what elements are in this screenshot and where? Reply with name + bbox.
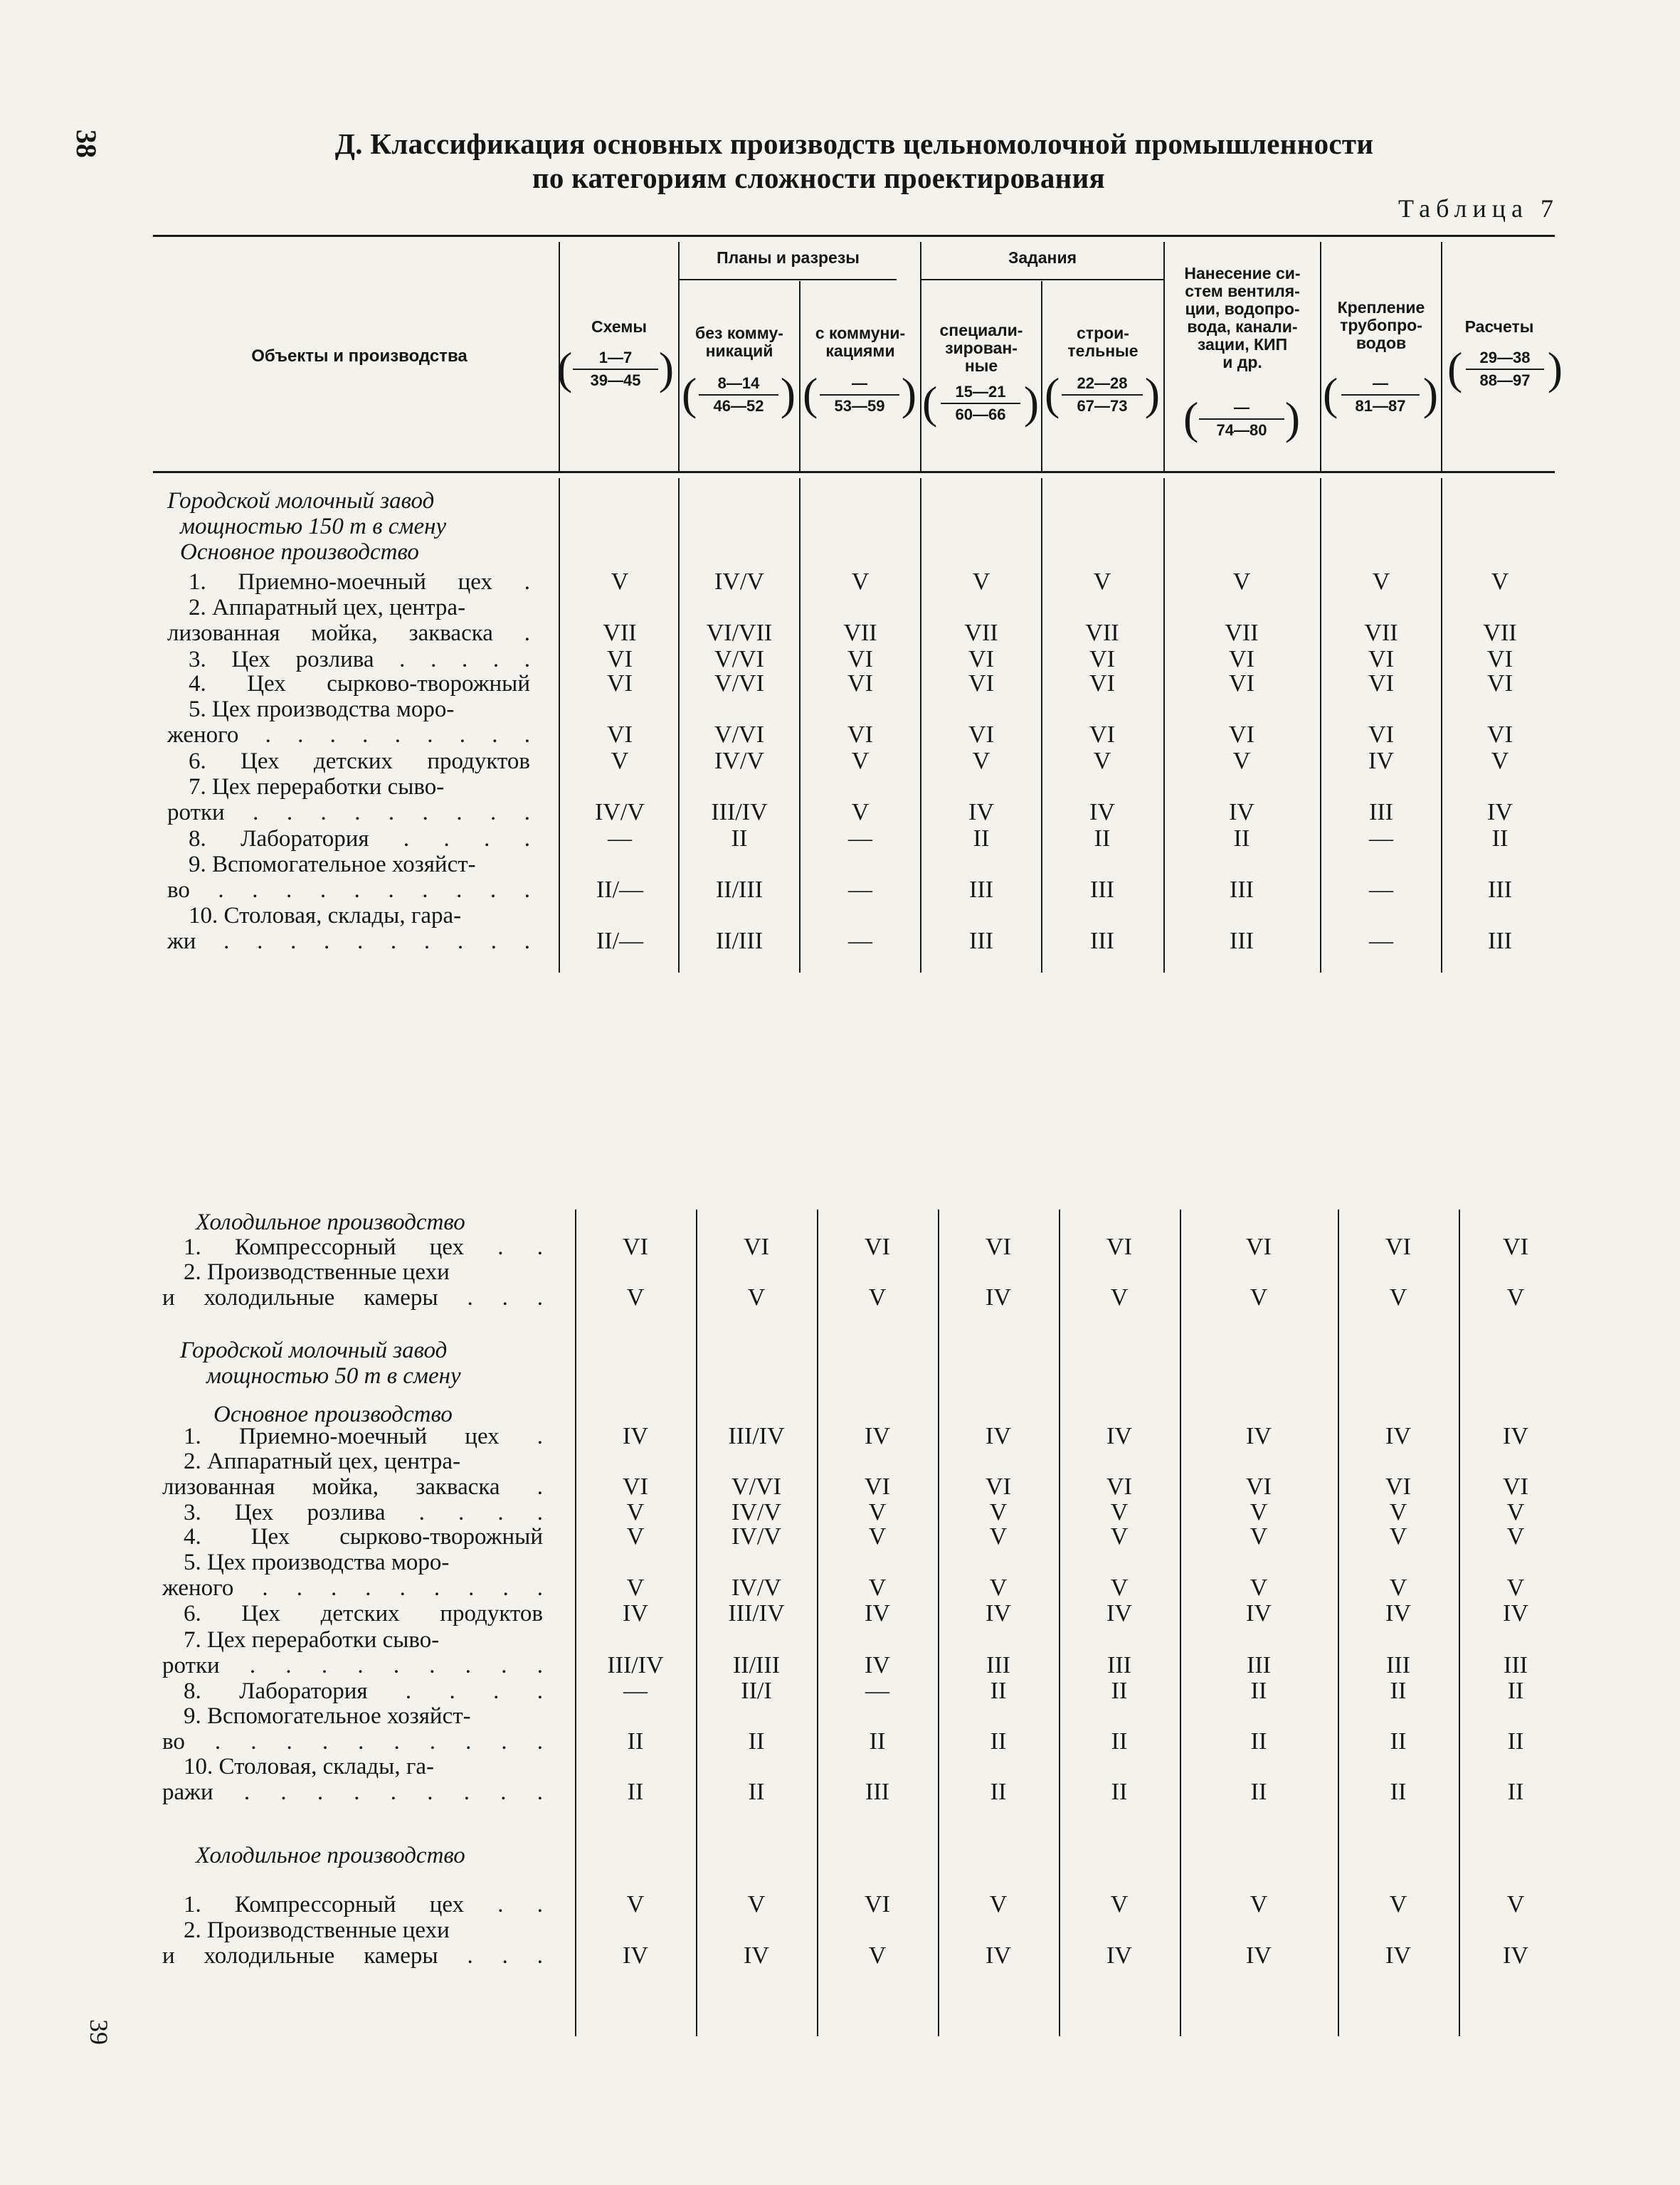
- table-cell: III: [865, 1779, 889, 1805]
- row-label: ражи . . . . . . . . .: [162, 1779, 543, 1805]
- table-cell: VI: [847, 646, 873, 672]
- table-cell: V: [868, 1523, 887, 1550]
- table-cell: VI: [1503, 1234, 1528, 1260]
- table-cell: V/VI: [714, 646, 764, 672]
- page-number-bottom: 39: [85, 2019, 113, 2045]
- table-cell: IV: [1106, 1600, 1132, 1626]
- table-cell: V: [747, 1891, 766, 1917]
- header-calcs: Расчеты: [1464, 317, 1534, 336]
- table-cell: VI: [607, 646, 633, 672]
- table-cell: III: [1504, 1652, 1528, 1678]
- row-label: 7. Цех переработки сыво-: [189, 774, 445, 800]
- body-col-divider: [575, 1210, 576, 2036]
- table-cell: IV: [865, 1652, 890, 1678]
- table-cell: VI: [1385, 1474, 1411, 1500]
- table-cell: III: [1488, 928, 1512, 954]
- table-cell: IV: [623, 1600, 648, 1626]
- table-cell: II: [973, 825, 990, 852]
- table-cell: IV: [1487, 799, 1513, 825]
- row-label: женого . . . . . . . . .: [162, 1575, 543, 1601]
- table-cell: II: [1111, 1728, 1128, 1755]
- table-cell: IV: [1368, 748, 1394, 774]
- table-cell: —: [865, 1678, 889, 1704]
- table-cell: II: [627, 1728, 644, 1755]
- table-cell: VII: [843, 620, 877, 646]
- row-label: 4. Цех сырково-творожный: [189, 671, 530, 697]
- table-cell: III: [1090, 928, 1114, 954]
- section1-subheading: мощностью 150 т в смену: [180, 514, 447, 539]
- table-cell: V: [626, 1575, 645, 1601]
- table-cell: II: [990, 1779, 1007, 1805]
- table-cell: V: [989, 1523, 1008, 1550]
- table-cell: II: [1507, 1678, 1524, 1704]
- table-cell: VI: [1385, 1234, 1411, 1260]
- table-cell: V: [1250, 1284, 1268, 1311]
- table-cell: IV/V: [714, 748, 764, 774]
- table-cell: V: [1250, 1891, 1268, 1917]
- header-plans-group: Планы и разрезы: [717, 248, 860, 267]
- row-label: 8. Лаборатория . . . .: [189, 826, 530, 852]
- table-cell: IV: [1385, 1942, 1411, 1969]
- fraction-systems: ( ) — 74—80: [1183, 393, 1300, 443]
- table-number: Таблица 7: [1398, 194, 1559, 223]
- row-label: 1. Приемно-моечный цех .: [189, 569, 530, 595]
- table-cell: VI: [1229, 670, 1254, 697]
- table-cell: VI: [1089, 646, 1115, 672]
- page-number-top: 38: [70, 129, 102, 158]
- row-label: 1. Компрессорный цех . .: [184, 1892, 543, 1917]
- row-label: 2. Производственные цехи: [184, 1917, 450, 1943]
- table-cell: IV: [986, 1942, 1011, 1969]
- row-label: 10. Столовая, склады, гара-: [189, 903, 462, 929]
- header-plans-without: без комму- никаций: [695, 324, 783, 360]
- table-cell: VI: [1368, 721, 1394, 748]
- table-cell: IV: [1385, 1600, 1411, 1626]
- table-cell: —: [848, 825, 872, 852]
- table-cell: II: [990, 1728, 1007, 1755]
- body-col-divider: [1441, 478, 1442, 973]
- row-label: жи . . . . . . . . . .: [167, 929, 530, 954]
- table-cell: IV: [865, 1423, 890, 1449]
- table-cell: VI: [623, 1234, 648, 1260]
- table-cell: VI: [607, 670, 633, 697]
- table-cell: IV: [986, 1284, 1011, 1311]
- table-cell: V: [851, 799, 870, 825]
- table-cell: V: [989, 1575, 1008, 1601]
- table-cell: IV: [1089, 799, 1115, 825]
- table-cell: V: [1506, 1523, 1525, 1550]
- table-cell: V: [1110, 1891, 1129, 1917]
- fraction-tasks-build: ( ) 22—28 67—73: [1045, 369, 1160, 419]
- table-cell: II/—: [596, 928, 644, 954]
- fraction-tasks-special: ( ) 15—21 60—66: [922, 377, 1039, 428]
- table-cell: V: [1491, 568, 1509, 595]
- row-label: 9. Вспомогательное хозяйст-: [184, 1703, 471, 1729]
- section4-heading: Холодильное производство: [196, 1843, 465, 1868]
- row-label: 1. Приемно-моечный цех .: [184, 1424, 543, 1449]
- table-cell: III: [1230, 877, 1254, 903]
- table-cell: III: [1107, 1652, 1131, 1678]
- table-cell: VI: [865, 1234, 890, 1260]
- table-cell: —: [1369, 877, 1393, 903]
- table-cell: V: [626, 1499, 645, 1525]
- table-cell: —: [848, 877, 872, 903]
- table-cell: II: [1111, 1779, 1128, 1805]
- header-pipes: Крепление трубопро- водов: [1337, 298, 1425, 352]
- table-cell: V: [611, 568, 629, 595]
- table-cell: V: [1093, 748, 1111, 774]
- table-cell: V: [1389, 1891, 1407, 1917]
- table-cell: V: [868, 1575, 887, 1601]
- table-cell: VI: [1246, 1234, 1272, 1260]
- table-cell: V: [747, 1284, 766, 1311]
- table-cell: VI: [1503, 1474, 1528, 1500]
- table-cell: VI: [623, 1474, 648, 1500]
- table-cell: II: [1111, 1678, 1128, 1704]
- table-cell: V: [1372, 568, 1390, 595]
- section3-subheading: мощностью 50 т в смену: [206, 1363, 461, 1389]
- table-cell: III: [986, 1652, 1010, 1678]
- table-cell: VI: [1089, 670, 1115, 697]
- table-cell: VII: [1364, 620, 1398, 646]
- row-label: 2. Производственные цехи: [184, 1259, 450, 1285]
- header-systems: Нанесение си- стем вентиля- ции, водопро- вода, канали- зации, КИП и др.: [1184, 264, 1301, 371]
- table-cell: III: [969, 877, 993, 903]
- table-cell: II: [1390, 1728, 1407, 1755]
- table-cell: VI: [1106, 1234, 1132, 1260]
- table-cell: V/VI: [731, 1474, 781, 1500]
- header-bottom-rule: [153, 471, 1555, 473]
- fraction-schemes: ( ) 1—7 39—45: [557, 343, 674, 393]
- table-cell: III: [969, 928, 993, 954]
- fraction-plans-with: ( ) — 53—59: [803, 369, 916, 419]
- table-cell: II: [1250, 1779, 1267, 1805]
- table-cell: VI: [1229, 721, 1254, 748]
- page-title: Д. Классификация основных производств цельномолочной промышленности: [334, 127, 1374, 160]
- table-cell: II: [1390, 1779, 1407, 1805]
- body-col-divider: [817, 1210, 818, 2036]
- table-cell: —: [608, 825, 632, 852]
- row-label: ротки . . . . . . . . .: [167, 800, 530, 825]
- table-cell: V: [1232, 568, 1251, 595]
- table-cell: V: [1250, 1575, 1268, 1601]
- row-label: 6. Цех детских продуктов: [189, 748, 530, 774]
- row-label: 9. Вспомогательное хозяйст-: [189, 852, 476, 877]
- row-label: 2. Аппаратный цех, центра-: [189, 595, 466, 620]
- table-cell: IV: [1246, 1942, 1272, 1969]
- table-cell: IV: [623, 1942, 648, 1969]
- table-cell: IV/V: [731, 1499, 781, 1525]
- table-cell: —: [1369, 928, 1393, 954]
- section1-category: Основное производство: [180, 539, 419, 565]
- table-cell: III: [1230, 928, 1254, 954]
- row-label: во . . . . . . . . . .: [167, 877, 530, 903]
- row-label: 5. Цех производства моро-: [184, 1550, 450, 1575]
- table-cell: II: [1507, 1779, 1524, 1805]
- table-cell: V: [1491, 748, 1509, 774]
- section1-heading: Городской молочный завод: [167, 488, 435, 514]
- body-col-divider: [1338, 1210, 1339, 2036]
- row-label: 5. Цех производства моро-: [189, 697, 455, 722]
- section2-heading: Холодильное производство: [196, 1210, 465, 1235]
- header-plans-with: с коммуни- кациями: [815, 324, 906, 360]
- row-label: ротки . . . . . . . . .: [162, 1653, 543, 1678]
- table-cell: VI: [1487, 646, 1513, 672]
- fraction-calcs: ( ) 29—38 88—97: [1447, 343, 1563, 393]
- row-label: 10. Столовая, склады, га-: [184, 1754, 434, 1779]
- table-cell: VII: [603, 620, 637, 646]
- table-cell: V: [989, 1891, 1008, 1917]
- table-cell: V: [1250, 1523, 1268, 1550]
- table-cell: IV: [1246, 1423, 1272, 1449]
- table-cell: V: [626, 1284, 645, 1311]
- table-cell: V: [1506, 1284, 1525, 1311]
- table-cell: —: [848, 928, 872, 954]
- table-cell: II: [1250, 1678, 1267, 1704]
- table-cell: VI: [1368, 670, 1394, 697]
- body-col-divider: [1320, 478, 1321, 973]
- table-cell: V: [1110, 1499, 1129, 1525]
- row-label: 1. Компрессорный цех . .: [184, 1234, 543, 1260]
- table-cell: VI: [986, 1474, 1011, 1500]
- table-cell: III/IV: [711, 799, 768, 825]
- table-cell: IV: [1106, 1942, 1132, 1969]
- table-cell: IV: [623, 1423, 648, 1449]
- table-cell: V: [1389, 1575, 1407, 1601]
- row-label: женого . . . . . . . . .: [167, 722, 530, 748]
- table-cell: II: [627, 1779, 644, 1805]
- table-cell: V: [1110, 1284, 1129, 1311]
- body-col-divider: [678, 478, 680, 973]
- table-cell: VI: [968, 670, 994, 697]
- table-cell: VI: [1229, 646, 1254, 672]
- table-cell: VI: [986, 1234, 1011, 1260]
- table-cell: VI: [1368, 646, 1394, 672]
- table-cell: V: [868, 1284, 887, 1311]
- table-cell: V: [1389, 1499, 1407, 1525]
- body-col-divider: [1180, 1210, 1181, 2036]
- table-cell: III/IV: [728, 1600, 785, 1626]
- body-col-divider: [1059, 1210, 1060, 2036]
- table-cell: V: [868, 1942, 887, 1969]
- table-cell: II/III: [732, 1652, 781, 1678]
- body-col-divider: [696, 1210, 697, 2036]
- table-cell: II: [1390, 1678, 1407, 1704]
- table-cell: III: [1369, 799, 1393, 825]
- table-cell: III: [1247, 1652, 1271, 1678]
- table-cell: II: [1250, 1728, 1267, 1755]
- table-cell: VI: [607, 721, 633, 748]
- row-label: и холодильные камеры . . .: [162, 1285, 543, 1311]
- table-cell: V: [1389, 1284, 1407, 1311]
- table-cell: III: [1386, 1652, 1410, 1678]
- row-label: 3. Цех розлива . . . .: [184, 1500, 543, 1525]
- table-cell: IV: [986, 1423, 1011, 1449]
- header-col-divider: [1441, 242, 1442, 471]
- table-cell: V: [1506, 1499, 1525, 1525]
- table-cell: VI: [1487, 721, 1513, 748]
- table-cell: IV/V: [731, 1523, 781, 1550]
- table-cell: V: [1506, 1891, 1525, 1917]
- tasks-group-rule: [921, 279, 1163, 280]
- table-cell: IV/V: [714, 568, 764, 595]
- row-label: 8. Лаборатория . . . .: [184, 1678, 543, 1704]
- table-cell: VI: [847, 721, 873, 748]
- table-cell: IV: [1503, 1600, 1528, 1626]
- table-cell: III: [1090, 877, 1114, 903]
- table-cell: IV: [986, 1600, 1011, 1626]
- table-cell: II/—: [596, 877, 644, 903]
- row-label: 6. Цех детских продуктов: [184, 1601, 543, 1626]
- table-cell: V: [972, 568, 990, 595]
- plans-group-rule: [680, 279, 897, 280]
- row-label: лизованная мойка, закваска .: [162, 1474, 543, 1500]
- table-cell: II: [748, 1779, 765, 1805]
- table-cell: II: [869, 1728, 886, 1755]
- table-cell: VII: [1225, 620, 1259, 646]
- table-cell: V/VI: [714, 670, 764, 697]
- page-subtitle: по категориям сложности проектирования: [532, 162, 1106, 194]
- body-col-divider: [1041, 478, 1042, 973]
- table-cell: II: [990, 1678, 1007, 1704]
- table-cell: IV: [1246, 1600, 1272, 1626]
- table-cell: II: [1507, 1728, 1524, 1755]
- table-cell: II/I: [741, 1678, 772, 1704]
- section3-category: Основное производство: [213, 1402, 453, 1427]
- table-cell: —: [1369, 825, 1393, 852]
- table-cell: V: [1506, 1575, 1525, 1601]
- table-cell: IV: [1106, 1423, 1132, 1449]
- table-cell: IV: [865, 1600, 890, 1626]
- table-cell: II: [731, 825, 748, 852]
- row-label: лизованная мойка, закваска .: [167, 620, 530, 646]
- table-cell: VI: [865, 1891, 890, 1917]
- table-cell: V: [989, 1499, 1008, 1525]
- table-cell: IV: [1385, 1423, 1411, 1449]
- body-col-divider: [559, 478, 560, 973]
- header-schemes: Схемы: [591, 317, 647, 336]
- section3-heading: Городской молочный завод: [180, 1338, 448, 1363]
- table-cell: IV: [1503, 1423, 1528, 1449]
- table-cell: VI/VII: [706, 620, 773, 646]
- header-tasks-build: строи- тельные: [1067, 324, 1139, 360]
- table-cell: II: [1491, 825, 1509, 852]
- table-cell: VI: [744, 1234, 769, 1260]
- table-cell: —: [623, 1678, 648, 1704]
- table-cell: VI: [1089, 721, 1115, 748]
- table-cell: II/III: [715, 877, 764, 903]
- body-col-divider: [1163, 478, 1165, 973]
- fraction-plans-without: ( ) 8—14 46—52: [682, 369, 796, 419]
- fraction-pipes: ( ) — 81—87: [1323, 369, 1438, 419]
- header-tasks-special: специали- зирован- ные: [939, 321, 1023, 375]
- table-cell: VI: [968, 646, 994, 672]
- table-cell: V: [611, 748, 629, 774]
- table-top-rule: [153, 235, 1555, 237]
- body-col-divider: [799, 478, 801, 973]
- table-cell: V: [868, 1499, 887, 1525]
- table-cell: II: [1233, 825, 1250, 852]
- table-cell: IV: [1503, 1942, 1528, 1969]
- header-tasks-group: Задания: [1008, 248, 1077, 267]
- table-cell: IV/V: [731, 1575, 781, 1601]
- table-cell: V: [626, 1523, 645, 1550]
- table-cell: II: [1094, 825, 1111, 852]
- table-cell: V: [972, 748, 990, 774]
- table-cell: III/IV: [728, 1423, 785, 1449]
- body-col-divider: [938, 1210, 939, 2036]
- table-cell: III: [1488, 877, 1512, 903]
- table-cell: IV: [744, 1942, 769, 1969]
- row-label: во . . . . . . . . . .: [162, 1729, 543, 1755]
- row-label: 4. Цех сырково-творожный: [184, 1524, 543, 1550]
- table-cell: VI: [1246, 1474, 1272, 1500]
- table-cell: V: [1110, 1575, 1129, 1601]
- row-label: 2. Аппаратный цех, центра-: [184, 1449, 461, 1474]
- table-cell: IV: [1229, 799, 1254, 825]
- table-cell: V: [1110, 1523, 1129, 1550]
- table-cell: VII: [1483, 620, 1517, 646]
- header-col-divider: [1320, 242, 1321, 471]
- body-col-divider: [920, 478, 921, 973]
- table-cell: V: [1389, 1523, 1407, 1550]
- table-cell: IV/V: [595, 799, 645, 825]
- table-cell: VI: [847, 670, 873, 697]
- table-cell: V: [1093, 568, 1111, 595]
- table-cell: VI: [968, 721, 994, 748]
- table-cell: VII: [964, 620, 998, 646]
- table-cell: III/IV: [607, 1652, 664, 1678]
- table-cell: IV: [968, 799, 994, 825]
- row-label: и холодильные камеры . . .: [162, 1943, 543, 1969]
- table-cell: V: [626, 1891, 645, 1917]
- table-cell: VI: [1106, 1474, 1132, 1500]
- table-cell: II: [748, 1728, 765, 1755]
- table-cell: VI: [1487, 670, 1513, 697]
- table-cell: V: [1250, 1499, 1268, 1525]
- table-cell: VII: [1085, 620, 1119, 646]
- table-cell: V: [851, 568, 870, 595]
- table-cell: V: [851, 748, 870, 774]
- header-objects: Объекты и производства: [251, 346, 467, 366]
- table-cell: V: [1232, 748, 1251, 774]
- table-cell: II/III: [715, 928, 764, 954]
- table-cell: V/VI: [714, 721, 764, 748]
- row-label: 7. Цех переработки сыво-: [184, 1627, 440, 1653]
- row-label: 3. Цех розлива . . . . .: [189, 647, 530, 672]
- table-cell: VI: [865, 1474, 890, 1500]
